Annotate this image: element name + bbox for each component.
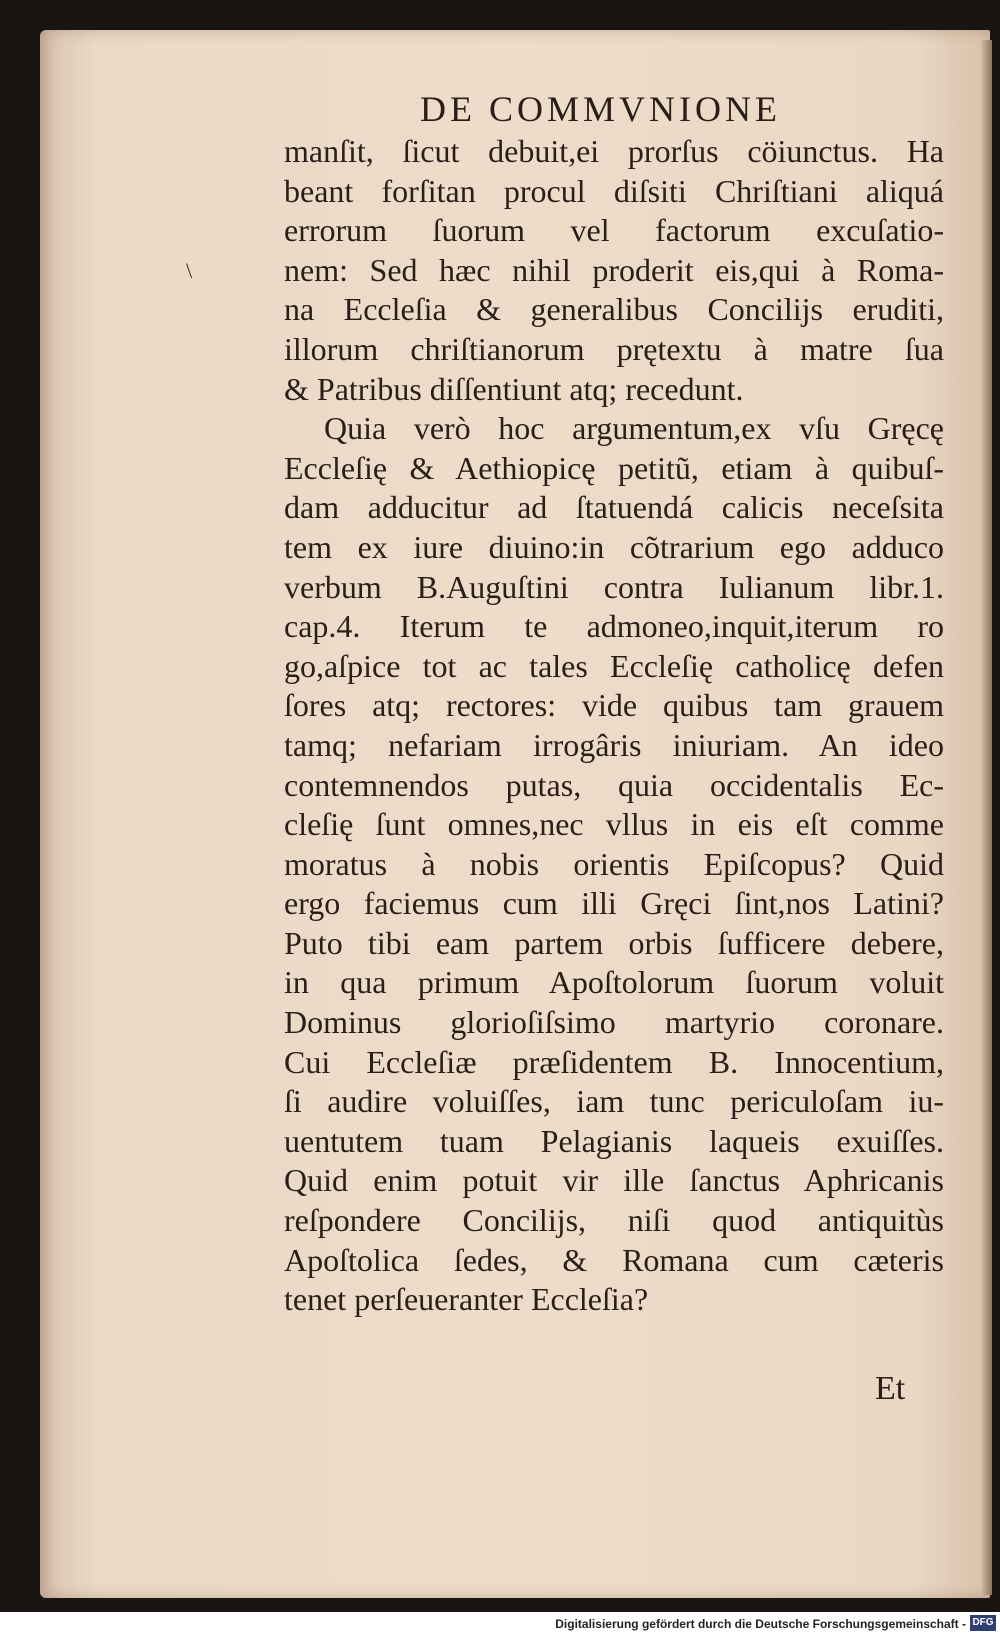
text-line: ergo faciemus cum illi Gręci ſint,nos Latini?	[284, 885, 944, 922]
text-line: Dominus glorioſiſsimo martyrio coronare.	[284, 1004, 944, 1041]
text-line: ſi audire voluiſſes, iam tunc periculoſam iu-	[284, 1083, 944, 1120]
text-line: moratus à nobis orientis Epiſcopus? Quid	[284, 845, 944, 882]
text-line: & Patribus diſſentiunt atq; recedunt.	[284, 370, 744, 407]
text-line: reſpondere Concilijs, niſi quod antiquitùs	[284, 1202, 944, 1239]
text-line: ſores atq; rectores: vide quibus tam grauem	[284, 687, 944, 724]
text-line: manſit, ſicut debuit,ei prorſus cöiunctus. Ha	[284, 133, 944, 169]
text-line: nem: Sed hæc nihil proderit eis,qui à Roma-	[284, 251, 944, 288]
text-line: illorum chriſtianorum prętextu à matre ſua	[284, 330, 944, 367]
text-line: na Eccleſia & generalibus Concilijs eruditi,	[284, 291, 944, 328]
body-text	[284, 132, 944, 1320]
dfg-logo: DFG	[970, 1615, 996, 1631]
text-line: Quia verò hoc argumentum,ex vſu Gręcę	[324, 410, 944, 447]
text-line: cleſię ſunt omnes,nec vllus in eis eſt comme	[284, 806, 944, 843]
text-line: beant forſitan procul diſsiti Chriſtiani aliquá	[284, 172, 944, 209]
text-line: verbum B.Auguſtini contra Iulianum libr.1.	[284, 568, 944, 605]
text-line: tamq; nefariam irrogâris iniuriam. An ideo	[284, 726, 944, 763]
text-line: dam adducitur ad ſtatuendá calicis neceſsita	[284, 489, 944, 526]
text-line: Puto tibi eam partem orbis ſufficere debere,	[284, 924, 944, 961]
text-line: in qua primum Apoſtolorum ſuorum voluit	[284, 964, 944, 1001]
text-line: cap.4. Iterum te admoneo,inquit,iterum ro	[284, 608, 944, 645]
running-title: DE COMMVNIONE	[420, 89, 781, 129]
text-line: tenet perſeueranter Eccleſia?	[284, 1281, 649, 1318]
text-line: Quid enim potuit vir ille ſanctus Aphricanis	[284, 1162, 944, 1199]
text-line: go,aſpice tot ac tales Eccleſię catholicę defen	[284, 647, 944, 684]
text-line: contemnendos putas, quia occidentalis Ec-	[284, 766, 944, 803]
catchword: Et	[875, 1370, 906, 1407]
text-line: uentutem tuam Pelagianis laqueis exuiſſes.	[284, 1122, 944, 1159]
page-edge	[982, 40, 992, 1595]
footer	[0, 1612, 1000, 1636]
text-line: Eccleſię & Aethiopicę petitũ, etiam à quibuſ-	[284, 449, 944, 486]
text-line: errorum ſuorum vel factorum excuſatio-	[284, 212, 944, 249]
text-line: Apoſtolica ſedes, & Romana cum cæteris	[284, 1241, 944, 1278]
footer-credit: Digitalisierung gefördert durch die Deutsche Forschungsgemeinschaft -	[555, 1617, 966, 1631]
text-line: tem ex iure diuino:in cõtrarium ego adduco	[284, 528, 944, 565]
text-line: Cui Eccleſiæ præſidentem B. Innocentium,	[284, 1043, 944, 1080]
margin-mark: \	[186, 258, 193, 283]
